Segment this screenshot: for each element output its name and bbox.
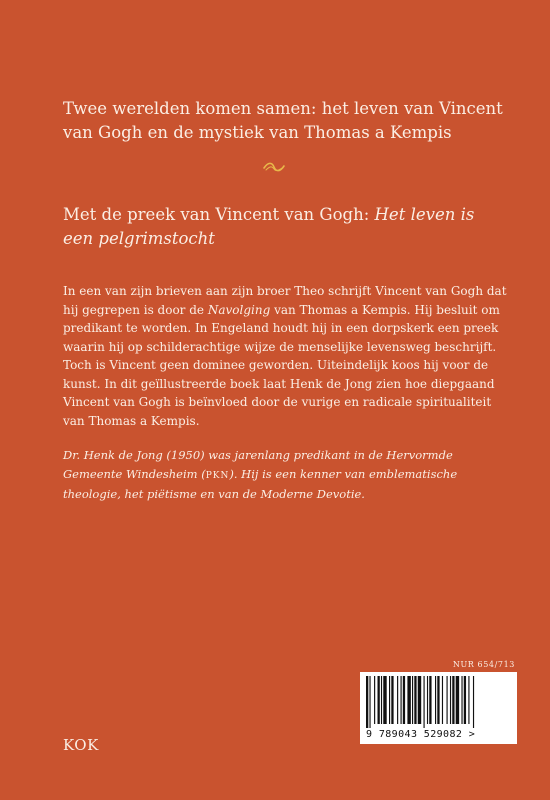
subtitle-italic: Het leven is een pelgrimstocht [63,205,475,248]
blurb-part2: van Thomas a Kempis. Hij besluit om predikant te worden. In Engeland houdt hij in een dorpskerk een preek waarin hij op schilderachtige wijze de menselijke levensweg beschrijft. Toch is Vincent geen dominee geworden. Uiteindelijk koos hij voor de kunst. In dit geïllustreerde boek laat Henk de Jong zien hoe diepgaand Vincent van Gogh is beïnvloed door de vurige en radicale spiritualiteit van Thomas a Kempis. [63,302,500,428]
publisher-logo: KOK [63,736,99,754]
barcode [360,672,517,744]
tagline: Twee werelden komen samen: het leven van Vincent van Gogh en de mystiek van Thomas a Kempis [63,99,503,142]
ornament-swirl-icon [262,160,286,174]
blurb-italic: Navolging [207,302,271,317]
author-bio-part2: ). Hij is een kenner van emblematische theologie, het piëtisme en van de Moderne Devotie. [63,466,458,501]
subtitle [63,203,503,251]
blurb-part1: In een van zijn brieven aan zijn broer Theo schrijft Vincent van Gogh dat hij gegrepen is door de [63,284,507,317]
author-bio-part1: Dr. Henk de Jong (1950) was jarenlang predikant in de Hervormde Gemeente Windesheim ( [63,448,453,481]
nur-code: NUR 654/713 [452,660,515,669]
blurb-paragraph [63,282,508,430]
subtitle-plain: Met de preek van Vincent van Gogh: [63,205,375,224]
barcode-bars [364,676,513,728]
author-bio [63,446,508,504]
author-bio-abbr: PKN [205,470,230,481]
isbn-number: 9 789043 529082 > [366,729,476,740]
